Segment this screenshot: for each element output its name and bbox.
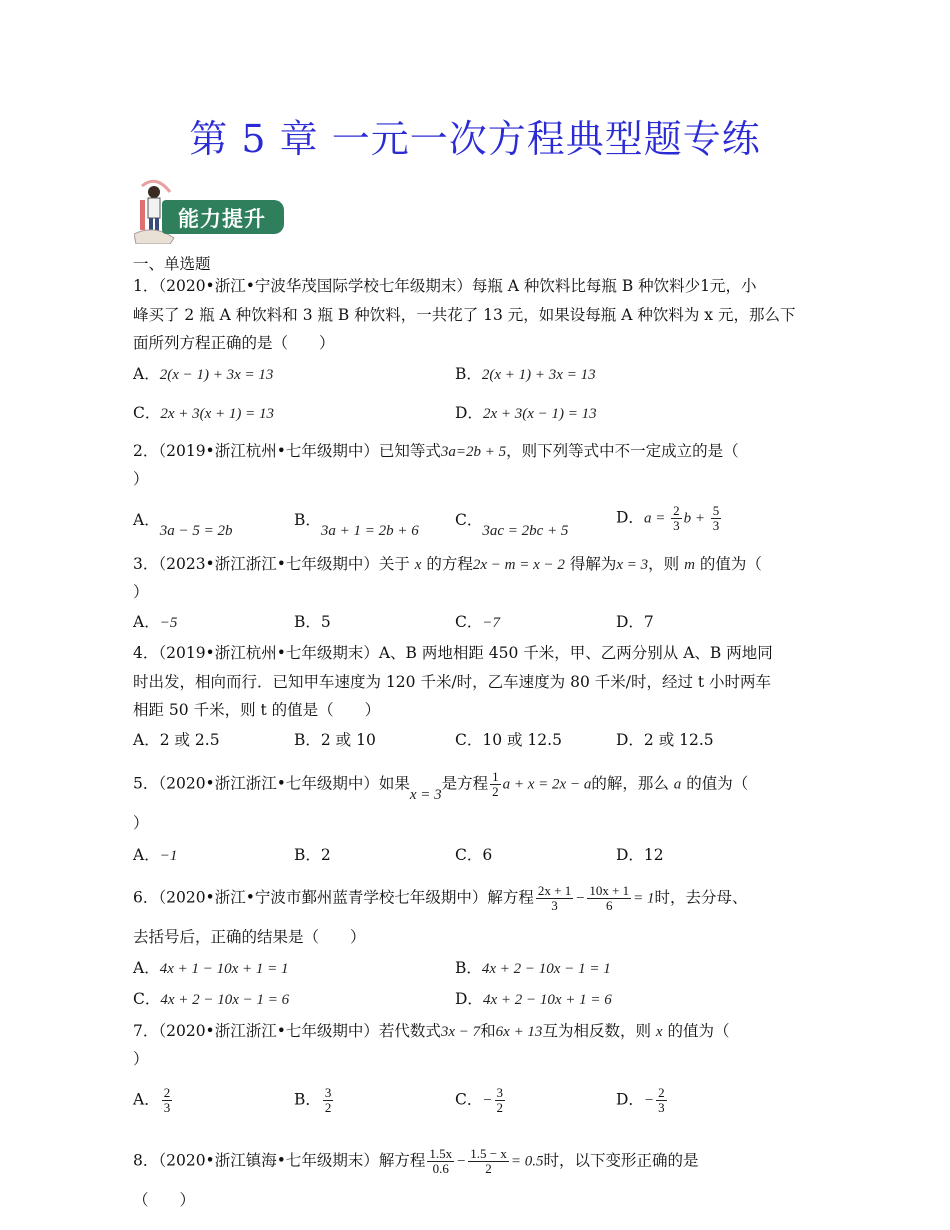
q6-option-d[interactable]: D．4x + 2 − 10x + 1 = 6 [455,990,612,1008]
q8-stem: 8．（2020•浙江镇海•七年级期末）解方程 $\frac{1.5x}{0.6}$ − $\frac{1.5 - x}{2}$ = 0.5时，以下变形正确的是 [133,1146,699,1176]
q6-option-c[interactable]: C．4x + 2 − 10x − 1 = 6 [133,990,290,1008]
q6-option-b[interactable]: B．4x + 2 − 10x − 1 = 1 [455,959,611,977]
q1-line2: 峰买了 2 瓶 A 种饮料和 3 瓶 B 种饮料，一共花了 13 元，如果设每瓶 A 种饮料为 x 元，那么下 [133,306,796,324]
q8-line2: （ ） [133,1191,196,1209]
q5-option-b[interactable]: B．2 [294,846,331,864]
badge-label: 能力提升 [178,207,266,231]
q4-line2: 时出发，相向而行．已知甲车速度为 120 千米/时，乙车速度为 80 千米/时，经过 t 小时两车 [133,673,772,691]
badge-bar [162,200,284,234]
q6-option-a[interactable]: A．4x + 1 − 10x + 1 = 1 [133,959,289,977]
q7-option-a[interactable]: A． $\frac{2}{3}$ [133,1085,171,1115]
page-title: 第 5 章 一元一次方程典型题专练 [189,117,761,161]
q1-option-b[interactable]: B．2(x + 1) + 3x = 13 [455,365,596,383]
q5-stem: 5．（2020•浙江浙江•七年级期中）如果x = 3是方程 $\frac{1}{2}$ a + x = 2x − a的解，那么 a 的值为（ [133,769,749,803]
q5-option-a[interactable]: A．−1 [133,846,178,864]
q2-option-a[interactable]: A．3a − 5 = 2b [133,511,233,539]
ability-badge [130,178,286,244]
q4-line1: 4．（2019•浙江杭州•七年级期末）A、B 两地相距 450 千米，甲、乙两分别从 A、B 两地同 [133,644,773,662]
q5-line2: ） [133,814,149,832]
q4-option-a[interactable]: A．2 或 2.5 [133,731,220,749]
q1-line3: 面所列方程正确的是（ ） [133,334,335,352]
q3-option-d[interactable]: D．7 [616,613,654,631]
q7-line2: ） [133,1050,149,1068]
section-heading: 一、单选题 [133,255,211,273]
q3-option-b[interactable]: B．5 [294,613,331,631]
q5-option-c[interactable]: C．6 [455,846,493,864]
q7-option-b[interactable]: B． $\frac{3}{2}$ [294,1085,332,1115]
q7-option-c[interactable]: C．− $\frac{3}{2}$ [455,1085,503,1115]
q7-stem: 7．（2020•浙江浙江•七年级期中）若代数式3x − 7和6x + 13互为相反数，则 x 的值为（ [133,1022,730,1040]
q4-option-b[interactable]: B．2 或 10 [294,731,376,749]
q2-line2: ） [133,470,149,488]
q5-option-d[interactable]: D．12 [616,846,664,864]
q6-line2: 去括号后，正确的结果是（ ） [133,928,366,946]
q1-option-d[interactable]: D．2x + 3(x − 1) = 13 [455,404,597,422]
q2-option-c[interactable]: C．3ac = 2bc + 5 [455,511,569,539]
q2-stem: 2．（2019•浙江杭州•七年级期中）已知等式3a=2b + 5，则下列等式中不一定成立的是（ [133,442,739,460]
q7-option-d[interactable]: D．− $\frac{2}{3}$ [616,1085,665,1115]
q3-stem: 3．（2023•浙江浙江•七年级期中）关于 x 的方程2x − m = x − 2 得解为x = 3，则 m 的值为（ [133,555,762,573]
q2-option-d[interactable]: D．a = $\frac{2}{3}$ b + $\frac{5}{3}$ [616,503,720,533]
q3-line2: ） [133,583,149,601]
q4-line3: 相距 50 千米，则 t 的值是（ ） [133,701,381,719]
q6-stem: 6．（2020•浙江•宁波市鄞州蓝青学校七年级期中）解方程 $\frac{2x + 1}{3}$ − $\frac{10x + 1}{6}$ = 1时，去分母、 [133,883,748,913]
q1-option-a[interactable]: A．2(x − 1) + 3x = 13 [133,365,274,383]
q1-line1: 1．（2020•浙江•宁波华茂国际学校七年级期末）每瓶 A 种饮料比每瓶 B 种饮料少1元，小 [133,277,757,295]
q3-option-a[interactable]: A．−5 [133,613,178,631]
q1-option-c[interactable]: C．2x + 3(x + 1) = 13 [133,404,275,422]
q3-option-c[interactable]: C．−7 [455,613,500,631]
q4-option-c[interactable]: C．10 或 12.5 [455,731,562,749]
q2-option-b[interactable]: B．3a + 1 = 2b + 6 [294,511,419,539]
q4-option-d[interactable]: D．2 或 12.5 [616,731,714,749]
